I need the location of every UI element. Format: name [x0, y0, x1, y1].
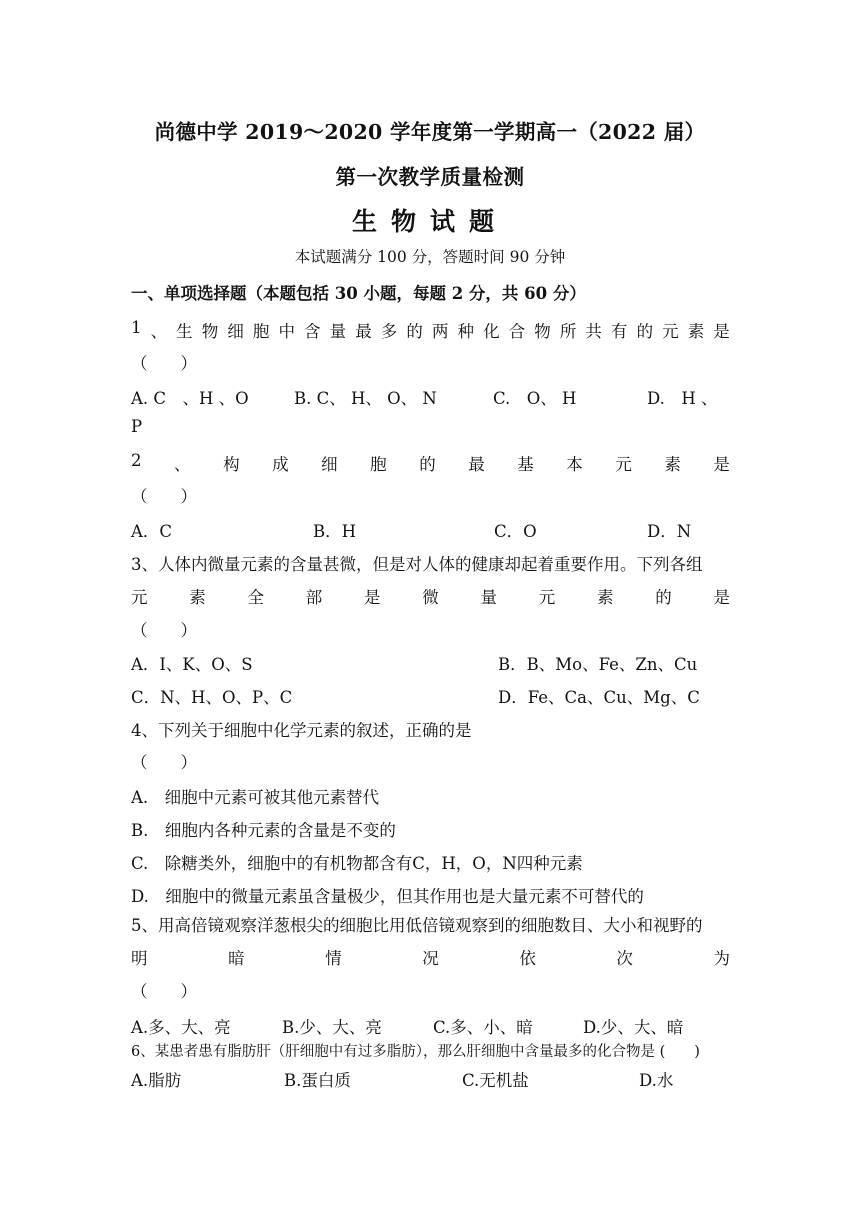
- question-4-option-b: B. 细胞内各种元素的含量是不变的: [131, 821, 396, 840]
- question-6-option-b: B.蛋白质: [284, 1071, 351, 1090]
- question-1-option-d-wrap: P: [131, 417, 143, 436]
- question-5-option-a: A.多、大、亮: [131, 1018, 231, 1037]
- question-2-option-d: D．N: [647, 522, 692, 541]
- question-4-paren: （ ）: [131, 753, 197, 772]
- exam-title-line1: 尚德中学 2019～2020 学年度第一学期高一（2022 届）: [154, 120, 706, 144]
- question-4-option-a: A. 细胞中元素可被其他元素替代: [131, 788, 380, 807]
- question-2-option-b: B．H: [313, 522, 357, 541]
- question-6-option-a: A.脂肪: [131, 1071, 182, 1090]
- exam-title-line2: 第一次教学质量检测: [335, 165, 525, 189]
- exam-info: 本试题满分 100 分，答题时间 90 分钟: [294, 248, 566, 266]
- question-4-option-d: D. 细胞中的微量元素虽含量极少，但其作用也是大量元素不可替代的: [131, 887, 644, 906]
- question-5-stem-line1: 5、用高倍镜观察洋葱根尖的细胞比用低倍镜观察到的细胞数目、大小和视野的: [131, 916, 703, 935]
- question-4-option-c: C. 除糖类外，细胞中的有机物都含有C，H，O，N四种元素: [131, 854, 583, 873]
- question-3-stem-line2: 元 素 全 部 是 微 量 元 素 的 是: [131, 588, 730, 607]
- question-5-paren: （ ）: [131, 982, 197, 1001]
- question-5-option-b: B.少、大、亮: [282, 1018, 382, 1037]
- question-1-option-c: C. O、 H: [493, 389, 577, 408]
- question-1-option-d: D. H 、: [647, 389, 718, 408]
- question-3-option-c: C．N、H、O、P、C: [131, 688, 293, 707]
- question-5-option-c: C.多、小、暗: [433, 1018, 533, 1037]
- question-3-option-d: D．Fe、Ca、Cu、Mg、C: [498, 688, 700, 707]
- question-2-stem: 2 、 构 成 细 胞 的 最 基 本 元 素 是: [131, 451, 730, 474]
- section-heading: 一、单项选择题（本题包括 30 小题，每题 2 分，共 60 分）: [131, 284, 586, 303]
- subject-title: 生物试题: [351, 207, 508, 236]
- question-5-option-d: D.少、大、暗: [583, 1018, 684, 1037]
- question-5-stem-line2: 明 暗 情 况 依 次 为: [131, 949, 730, 968]
- question-2-paren: （ ）: [131, 487, 197, 506]
- question-2-option-a: A．C: [131, 522, 173, 541]
- question-3-paren: （ ）: [131, 621, 197, 640]
- question-1-stem: 1 、 生 物 细 胞 中 含 量 最 多 的 两 种 化 合 物 所 共 有 的 元 素 是: [131, 318, 730, 341]
- question-1-paren: （ ）: [131, 354, 197, 373]
- question-3-option-b: B．B、Mo、Fe、Zn、Cu: [498, 655, 698, 674]
- question-1-option-b: B. C、 H、 O、 N: [294, 389, 437, 408]
- question-6-stem: 6、某患者患有脂肪肝（肝细胞中有过多脂肪），那么肝细胞中含量最多的化合物是 ( ): [131, 1044, 700, 1060]
- question-3-option-a: A．I、K、O、S: [131, 655, 253, 674]
- question-3-stem-line1: 3、人体内微量元素的含量甚微，但是对人体的健康却起着重要作用。下列各组: [131, 555, 703, 574]
- question-4-stem: 4、下列关于细胞中化学元素的叙述，正确的是: [131, 721, 472, 740]
- question-2-option-c: C．O: [494, 522, 537, 541]
- question-1-option-a: A. C 、H 、O: [131, 389, 249, 408]
- question-6-option-c: C.无机盐: [462, 1071, 529, 1090]
- question-6-option-d: D.水: [639, 1071, 674, 1090]
